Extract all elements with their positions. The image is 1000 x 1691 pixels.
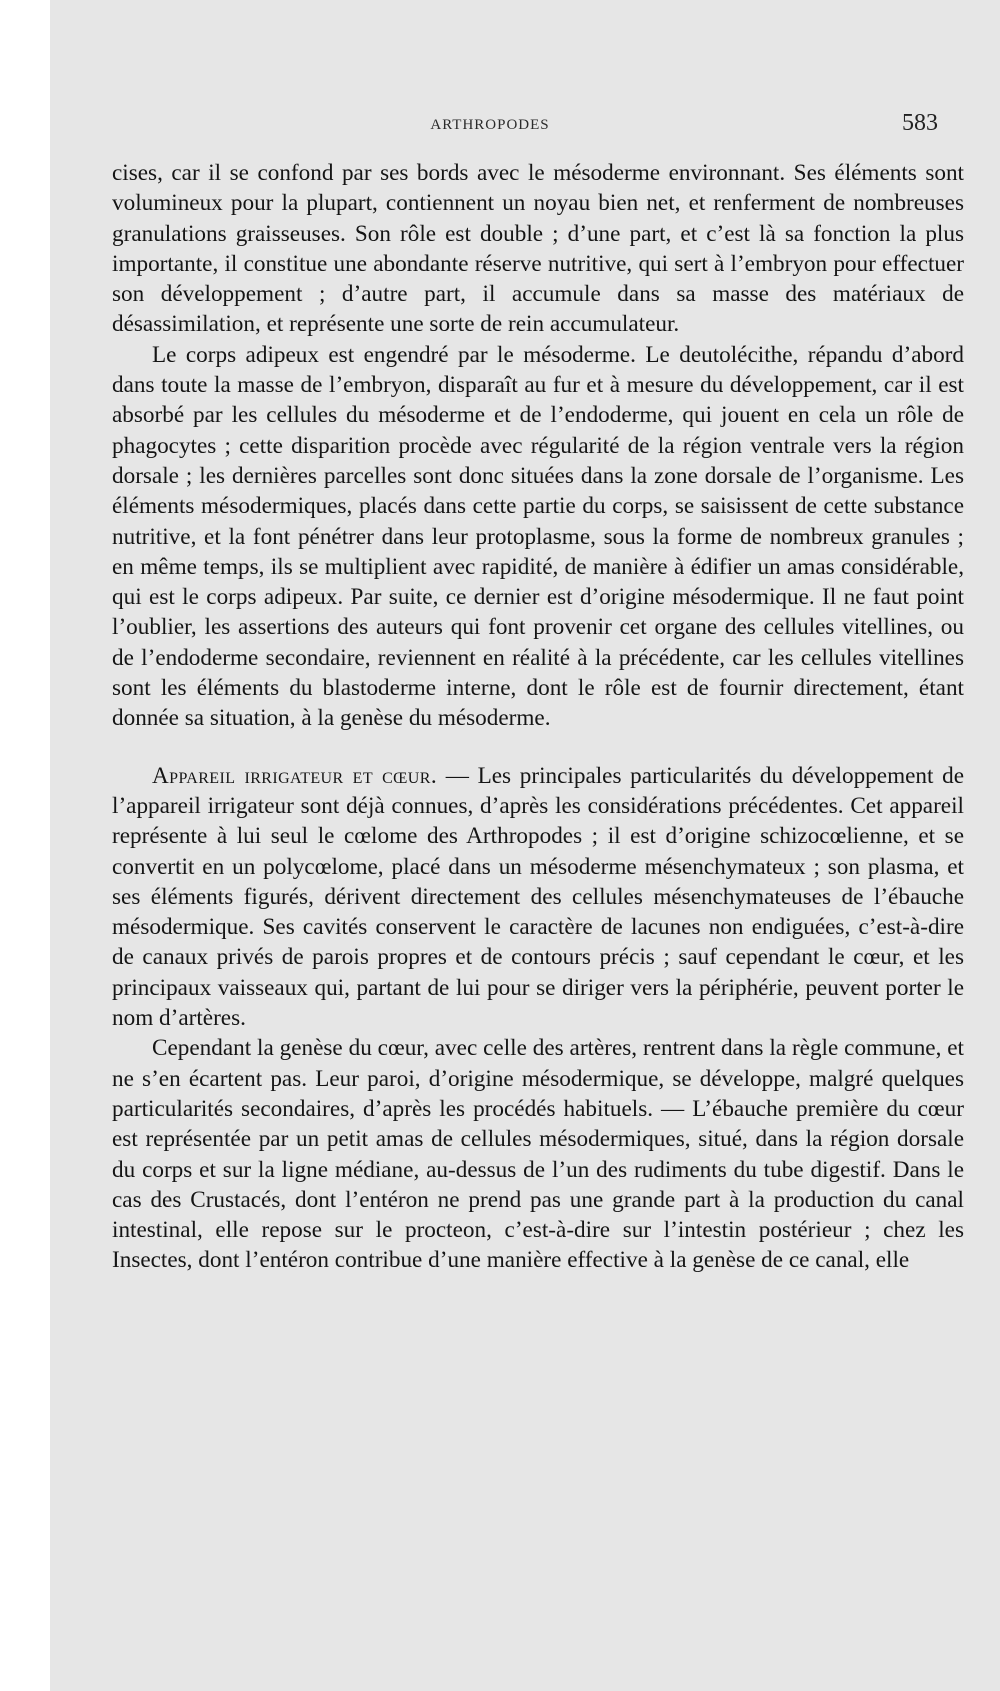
- running-head: ARTHROPODES: [430, 117, 550, 133]
- section-text: — Les principales particularités du développement de l’appareil irrigateur sont déjà connues, d’après les considérations précédentes. Cet appareil représente à lui seul le cœlome des Arthropodes ; il est d’origine schizocœlienne, et se convertit en un polycœlome, placé dans un mésoderme mésenchymateux ; son plasma, et ses éléments figurés, dérivent directement des cellules mésenchymateuses de l’ébauche mésodermique. Ses cavités conservent le caractère de lacunes non endiguées, c’est-à-dire de canaux privés de parois propres et de contours précis ; sauf cependant le cœur, et les principaux vaisseaux qui, partant de lui pour se diriger vers la périphérie, peuvent porter le nom d’artères.: [112, 762, 965, 1032]
- body-text: [112, 158, 964, 1276]
- paragraph-appareil-irrigateur: [112, 761, 964, 1034]
- paragraph-continued: cises, car il se confond par ses bords avec le mésoderme environnant. Ses éléments sont volumineux pour la plupart, contiennent un noyau bien net, et renferment de nombreuses granulations graisseuses. Son rôle est double ; d’une part, et c’est là sa fonction la plus importante, il constitue une abondante réserve nutritive, qui sert à l’embryon pour effectuer son développement ; d’autre part, il accumule dans sa masse des matériaux de désassimilation, et représente une sorte de rein accumulateur.: [112, 160, 964, 338]
- paragraph-genese-coeur: Cependant la genèse du cœur, avec celle des artères, rentrent dans la règle commune, et ne s’en écartent pas. Leur paroi, d’origine mésodermique, se développe, malgré quelques particularités secondaires, d’après les procédés habituels. — L’ébauche première du cœur est représentée par un petit amas de cellules mésodermiques, situé, dans la région dorsale du corps et sur la ligne médiane, au-dessus de l’un des rudiments du tube digestif. Dans le cas des Crustacés, dont l’entéron ne prend pas une grande part à la production du canal intestinal, elle repose sur le procteon, c’est-à-dire sur l’intestin postérieur ; chez les Insectes, dont l’entéron contribue d’une manière effective à la genèse de ce canal, elle: [112, 1035, 964, 1274]
- section-heading: Appareil irrigateur et cœur.: [152, 762, 438, 789]
- page-number: 583: [902, 110, 938, 136]
- page-header: [50, 110, 938, 144]
- binding-margin: [0, 0, 50, 1691]
- paragraph-corps-adipeux: Le corps adipeux est engendré par le mésoderme. Le deutolécithe, répandu d’abord dans toute la masse de l’embryon, disparaît au fur et à mesure du développement, car il est absorbé par les cellules du mésoderme et de l’endoderme, qui jouent en cela un rôle de phagocytes ; cette disparition procède avec régularité de la région ventrale vers la région dorsale ; les dernières parcelles sont donc situées dans la zone dorsale de l’organisme. Les éléments mésodermiques, placés dans cette partie du corps, se saisissent de cette substance nutritive, et la font pénétrer dans leur protoplasme, sous la forme de nombreux granules ; en même temps, ils se multiplient avec rapidité, de manière à édifier un amas considérable, qui est le corps adipeux. Par suite, ce dernier est d’origine mésodermique. Il ne faut point l’oublier, les assertions des auteurs qui font provenir cet organe des cellules vitellines, ou de l’endoderme secondaire, reviennent en réalité à la précédente, car les cellules vitellines sont les éléments du blastoderme interne, dont le rôle est de fournir directement, étant donnée sa situation, à la genèse du mésoderme.: [112, 341, 964, 732]
